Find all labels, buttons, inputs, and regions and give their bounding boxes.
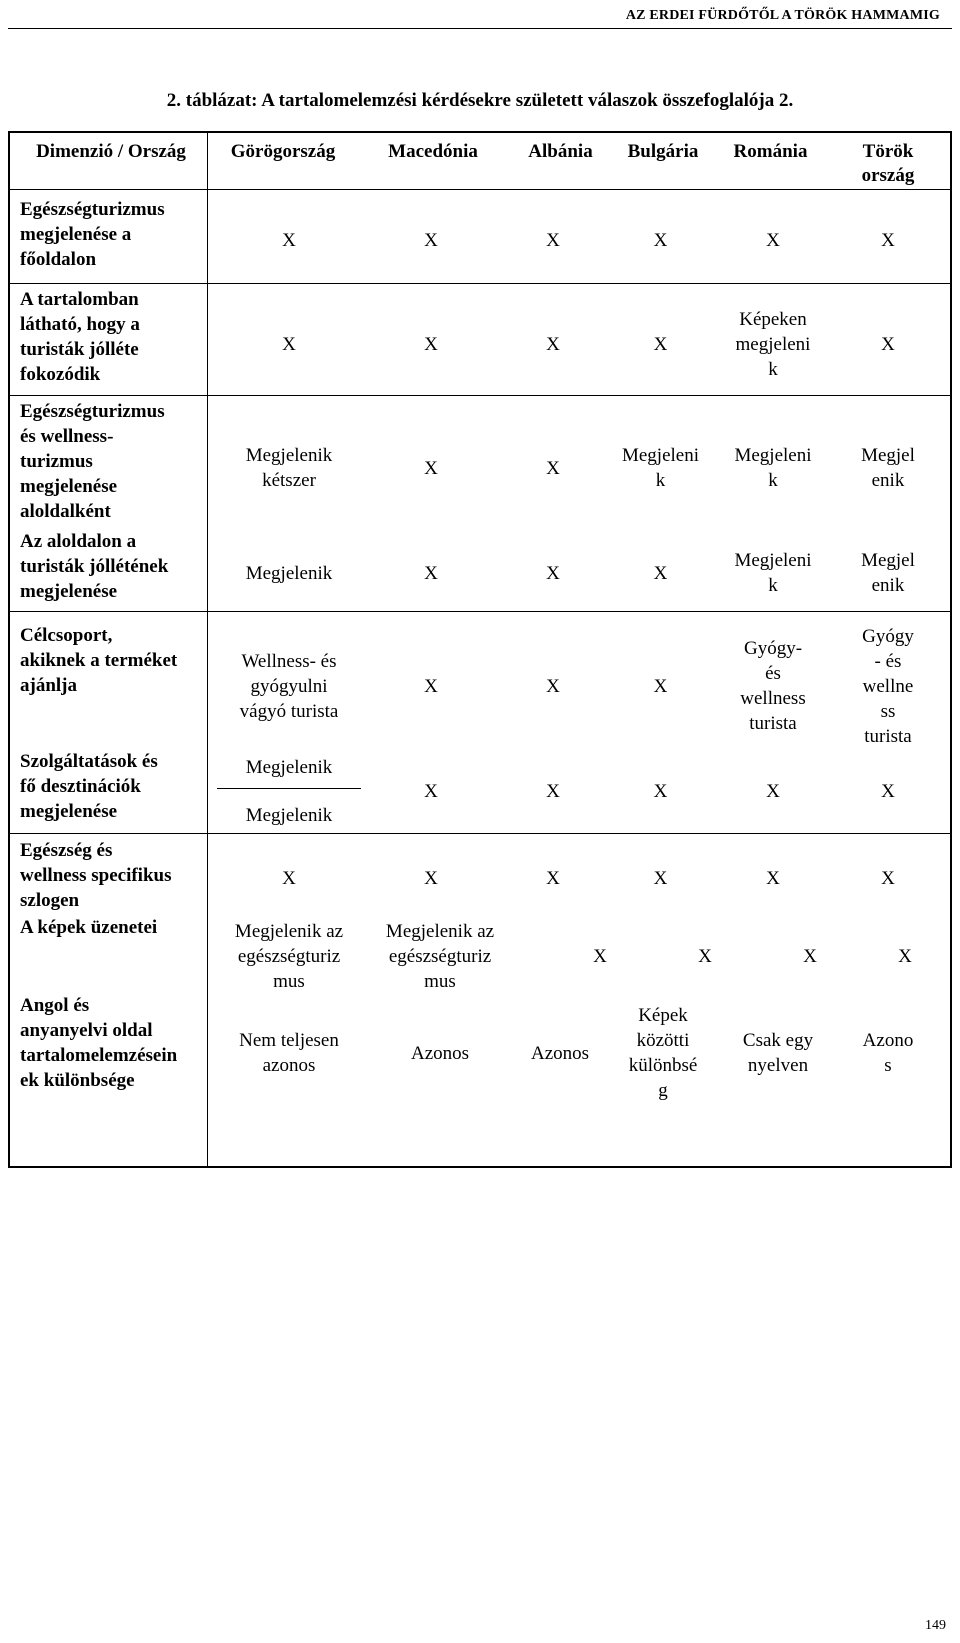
table-cell: X bbox=[881, 333, 895, 355]
row-label: Szolgáltatások és fő desztinációk megjelenése bbox=[20, 751, 158, 822]
table-cell: X bbox=[546, 675, 560, 697]
table-cell: X bbox=[766, 229, 780, 251]
table-cell: X bbox=[653, 562, 668, 584]
row-divider bbox=[10, 611, 950, 612]
table-cell: X bbox=[282, 867, 296, 889]
table-cell: Gyógy- és wellness turista bbox=[740, 638, 806, 734]
table-cell: Képek közötti különbsé g bbox=[628, 1005, 698, 1101]
table-cell: Azonos bbox=[410, 1042, 470, 1064]
cell-divider bbox=[217, 788, 361, 789]
table-cell: X bbox=[546, 229, 560, 251]
table-cell: Azono s bbox=[862, 1030, 914, 1076]
table-cell: Megjel enik bbox=[861, 445, 915, 491]
table-cell: X bbox=[546, 457, 560, 479]
table-cell: X bbox=[898, 945, 912, 967]
table-cell: Megjeleni k bbox=[621, 445, 700, 491]
row-divider bbox=[10, 189, 950, 190]
table-cell: X bbox=[546, 867, 560, 889]
table-cell: Megjelenik kétszer bbox=[245, 445, 333, 491]
running-head: AZ ERDEI FÜRDŐTŐL A TÖRÖK HAMMAMIG bbox=[625, 8, 940, 23]
header-country: Macedónia bbox=[388, 141, 478, 162]
table-cell: Nem teljesen azonos bbox=[239, 1030, 339, 1076]
table-cell: X bbox=[881, 229, 895, 251]
page-number: 149 bbox=[925, 1618, 946, 1633]
table-cell: Megjeleni k bbox=[734, 550, 812, 596]
table-cell: X bbox=[803, 945, 817, 967]
row-label: A tartalomban látható, hogy a turisták jólléte fokozódik bbox=[20, 289, 140, 385]
table-cell: Megjelenik bbox=[245, 562, 333, 584]
table-cell: X bbox=[698, 945, 712, 967]
table-cell: X bbox=[282, 333, 296, 355]
table-cell: X bbox=[653, 333, 668, 355]
row-label: Célcsoport, akiknek a terméket ajánlja bbox=[20, 625, 178, 696]
summary-table bbox=[8, 131, 952, 1168]
table-cell: Megjelenik bbox=[245, 756, 333, 778]
table-cell: Megjelenik az egészségturiz mus bbox=[385, 920, 495, 992]
table-cell: Megjel enik bbox=[861, 550, 915, 596]
header-country: Albánia bbox=[528, 141, 593, 162]
table-caption: 2. táblázat: A tartalomelemzési kérdésekre született válaszok összefoglalója 2. bbox=[166, 90, 794, 111]
table-cell: Gyógy - és wellne ss turista bbox=[862, 625, 914, 747]
header-country: Görögország bbox=[230, 141, 336, 162]
table-cell: X bbox=[424, 780, 438, 802]
header-country: Bulgária bbox=[627, 141, 699, 162]
table-cell: X bbox=[653, 867, 668, 889]
table-cell: X bbox=[653, 229, 668, 251]
table-cell: X bbox=[424, 867, 438, 889]
table-cell: X bbox=[546, 780, 560, 802]
table-cell: X bbox=[546, 562, 560, 584]
table-cell: X bbox=[653, 780, 668, 802]
row-label: Egészség és wellness specifikus szlogen bbox=[20, 840, 172, 911]
table-cell: X bbox=[282, 229, 296, 251]
table-cell: X bbox=[881, 780, 895, 802]
table-cell: Azonos bbox=[530, 1042, 590, 1064]
row-divider bbox=[10, 833, 950, 834]
table-cell: X bbox=[424, 333, 438, 355]
row-label: Az aloldalon a turisták jóllétének megjelenése bbox=[20, 531, 169, 602]
table-cell: Megjelenik az egészségturiz mus bbox=[234, 920, 344, 992]
table-cell: X bbox=[766, 867, 780, 889]
table-cell: X bbox=[546, 333, 560, 355]
table-cell: X bbox=[424, 229, 438, 251]
table-cell: Megjeleni k bbox=[734, 445, 812, 491]
table-cell: X bbox=[424, 562, 438, 584]
table-cell: X bbox=[593, 945, 607, 967]
header-country: Románia bbox=[733, 141, 808, 162]
table-cell: Képeken megjeleni k bbox=[735, 308, 811, 380]
table-cell: X bbox=[424, 675, 438, 697]
table-cell: Wellness- és gyógyulni vágyó turista bbox=[239, 650, 339, 722]
row-label: Egészségturizmus megjelenése a főoldalon bbox=[20, 199, 165, 270]
table-cell: X bbox=[766, 780, 780, 802]
row-label: Egészségturizmus és wellness- turizmus megjelenése aloldalként bbox=[20, 401, 165, 522]
header-dimension: Dimenzió / Ország bbox=[36, 141, 186, 162]
table-cell: X bbox=[653, 675, 668, 697]
row-label: Angol és anyanyelvi oldal tartalomelemzésein ek különbsége bbox=[20, 995, 178, 1091]
header-country: Török ország bbox=[861, 141, 915, 186]
row-label: A képek üzenetei bbox=[20, 917, 158, 938]
table-cell: Megjelenik bbox=[245, 804, 333, 826]
table-cell: Csak egy nyelven bbox=[742, 1030, 814, 1076]
header-rule bbox=[8, 28, 952, 29]
row-divider bbox=[10, 283, 950, 284]
table-cell: X bbox=[881, 867, 895, 889]
table-cell: X bbox=[424, 457, 438, 479]
